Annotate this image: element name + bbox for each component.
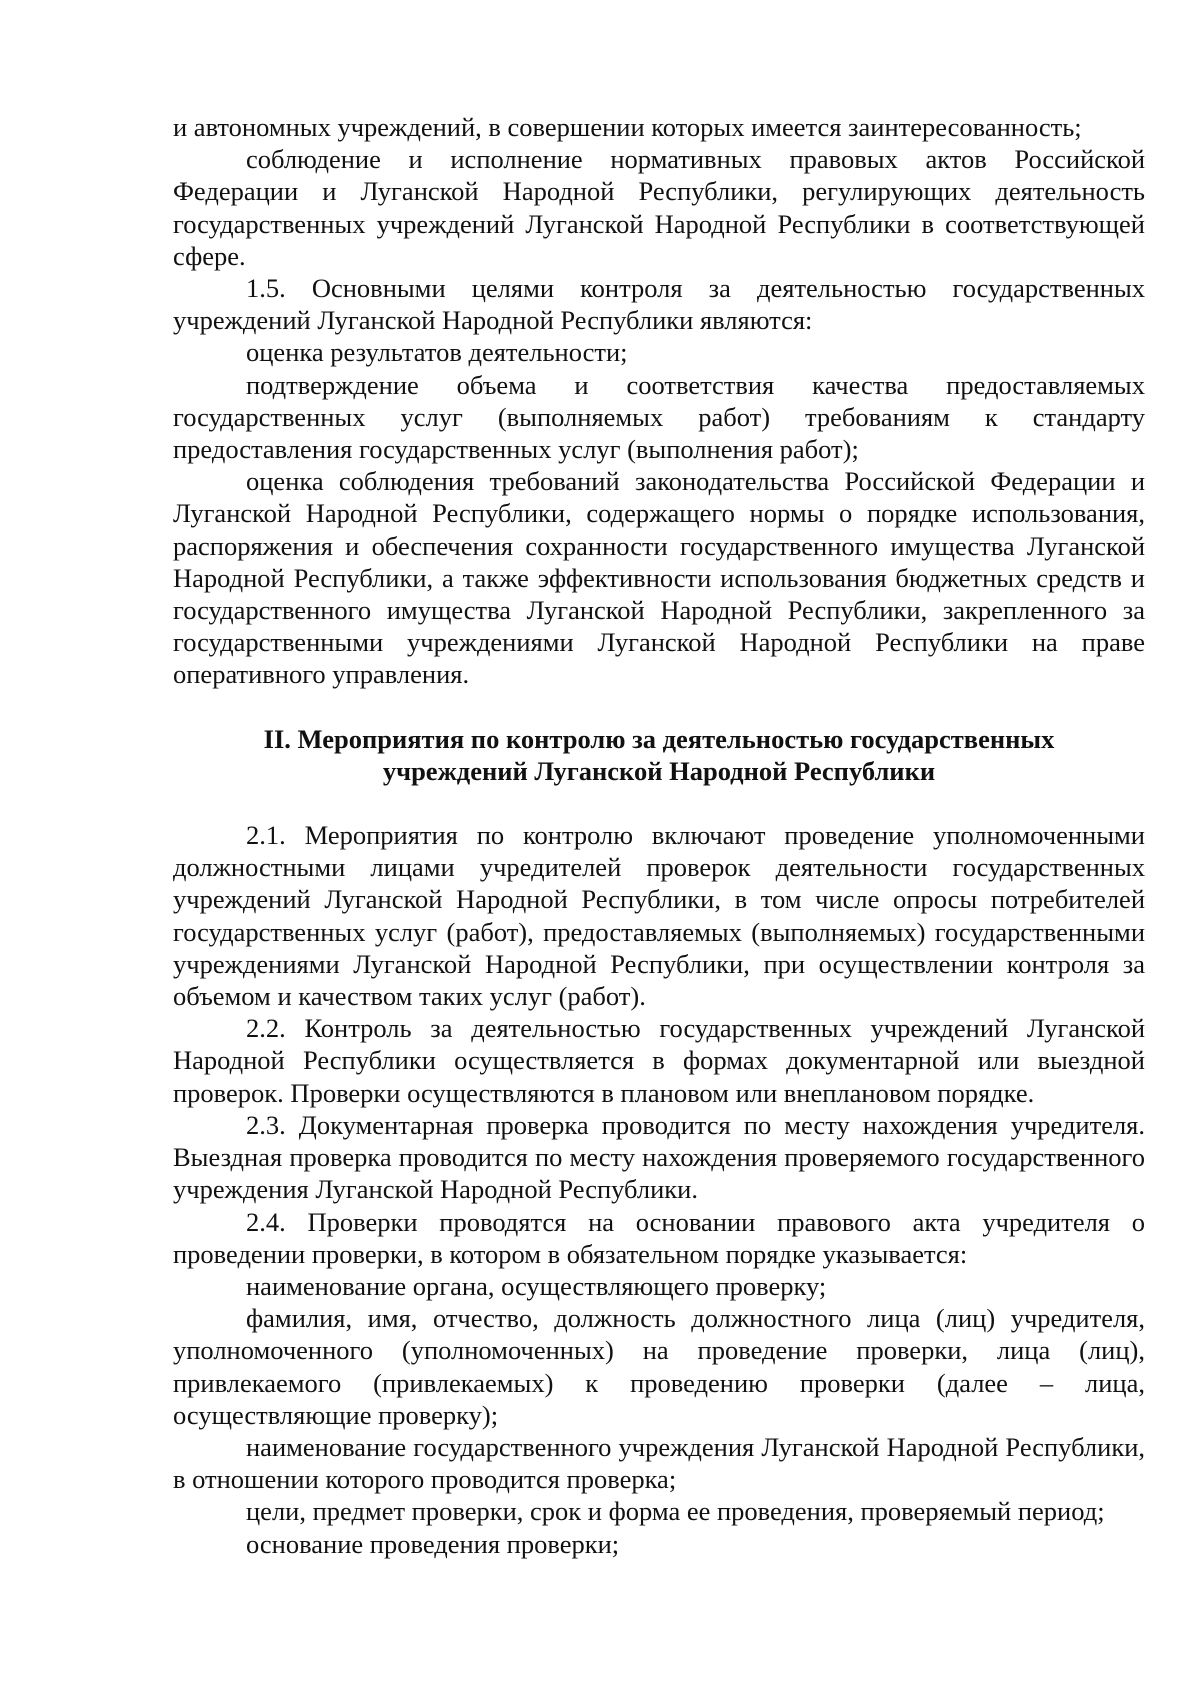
- paragraph-persons: фамилия, имя, отчество, должность должностного лица (лиц) учредителя, уполномоченного (уполномоченных) на проведение проверки, лица (лиц), привлекаемого (привлекаемых) к проведению проверки (далее – лица, осуществляющие проверку);: [173, 1303, 1145, 1430]
- paragraph-2-4: 2.4. Проверки проводятся на основании правового акта учредителя о проведении проверки, в котором в обязательном порядке указывается:: [173, 1206, 1145, 1269]
- section-2-heading: [173, 723, 1145, 787]
- paragraph-confirmation: подтверждение объема и соответствия качества предоставляемых государственных услуг (выполняемых работ) требованиям к стандарту предоставления государственных услуг (выполнения работ);: [173, 369, 1145, 465]
- paragraph-2-3: 2.3. Документарная проверка проводится по месту нахождения учредителя. Выездная проверка проводится по месту нахождения проверяемого государственного учреждения Луганской Народной Республики.: [173, 1109, 1145, 1205]
- paragraph-2-2: 2.2. Контроль за деятельностью государственных учреждений Луганской Народной Республики осуществляется в формах документарной или выездной проверок. Проверки осуществляются в плановом или внеплановом порядке.: [173, 1013, 1145, 1108]
- document-page: [173, 111, 1145, 1560]
- paragraph-institution: наименование государственного учреждения Луганской Народной Республики, в отношении которого проводится проверка;: [173, 1431, 1145, 1495]
- paragraph-assessment: оценка соблюдения требований законодательства Российской Федерации и Луганской Народной Республики, содержащего нормы о порядке использования, распоряжения и обеспечения сохранности государственного имущества Луганской Народной Республики, а также эффективности использования бюджетных средств и государственного имущества Луганской Народной Республики, закрепленного за государственными учреждениями Луганской Народной Республики на праве оперативного управления.: [173, 466, 1145, 690]
- paragraph-body-name: наименование органа, осуществляющего проверку;: [246, 1270, 827, 1301]
- paragraph-goals: цели, предмет проверки, срок и форма ее проведения, проверяемый период;: [246, 1496, 1105, 1527]
- section-2-heading-line-2: учреждений Луганской Народной Республики: [382, 755, 936, 786]
- section-2-heading-line-1: II. Мероприятия по контролю за деятельностью государственных: [263, 723, 1055, 754]
- paragraph-basis: основание проведения проверки;: [246, 1528, 620, 1559]
- paragraph-2-1: 2.1. Мероприятия по контролю включают проведение уполномоченными должностными лицами учредителей проверок деятельности государственных учреждений Луганской Народной Республики, в том числе опросы потребителей государственных услуг (работ), предоставляемых (выполняемых) государственными учреждениями Луганской Народной Республики, при осуществлении контроля за объемом и качеством таких услуг (работ).: [173, 820, 1145, 1012]
- paragraph-continuation: и автономных учреждений, в совершении которых имеется заинтересованность;: [173, 112, 1082, 142]
- paragraph-1-5: 1.5. Основными целями контроля за деятельностью государственных учреждений Луганской Народной Республики являются:: [173, 273, 1145, 336]
- paragraph-results: оценка результатов деятельности;: [246, 337, 628, 368]
- paragraph-compliance: соблюдение и исполнение нормативных правовых актов Российской Федерации и Луганской Народной Республики, регулирующих деятельность государственных учреждений Луганской Народной Республики в соответствующей сфере.: [173, 144, 1145, 271]
